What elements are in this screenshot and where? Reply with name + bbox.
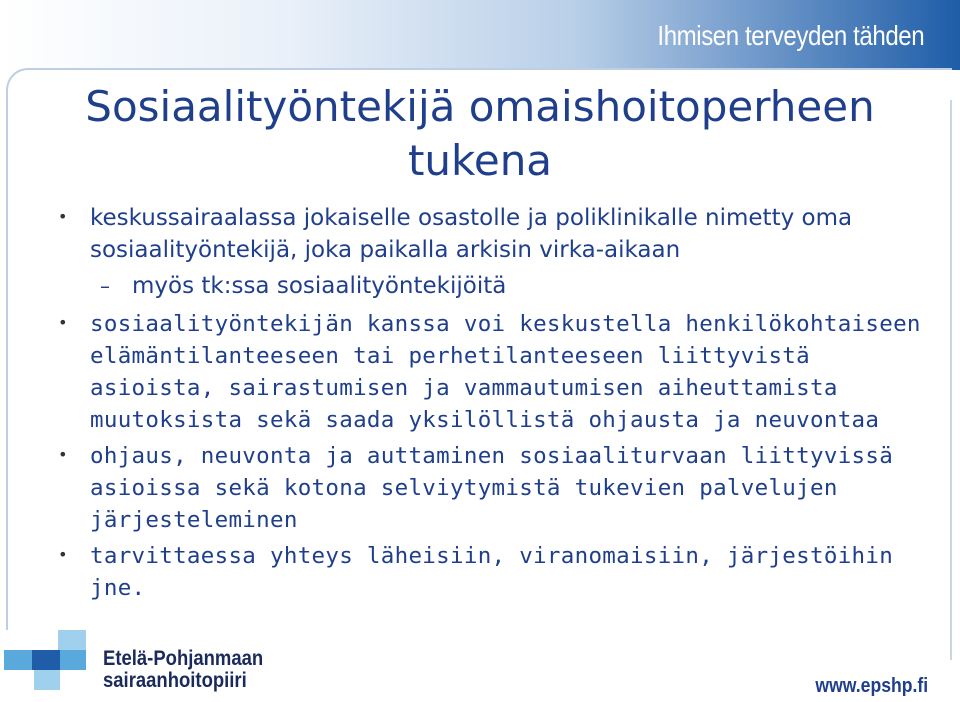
logo-square-left (4, 650, 32, 670)
logo-square-center (32, 650, 60, 670)
list-item (56, 308, 936, 436)
list-item-text: ohjaus, neuvonta ja auttaminen sosiaaliturvaan liittyvissä asioissa sekä kotona selviytymistä tukevien palvelujen järjesteleminen (90, 443, 894, 533)
slide-title: Sosiaalityöntekijä omaishoitoperheen tukena (85, 82, 875, 185)
list-item-text: keskussairaalassa jokaiselle osastolle ja poliklinikalle nimetty oma sosiaalityöntekijä, joka paikalla arkisin virka-aikaan (90, 205, 853, 263)
org-name-line1: Etelä-Pohjanmaan (103, 647, 264, 670)
website-url: www.epshp.fi (815, 675, 928, 697)
org-name-line2: sairaanhoitopiiri (103, 669, 247, 692)
frame-right-edge (950, 100, 952, 660)
logo-square-bottom (34, 670, 60, 690)
bullet-marker: • (58, 313, 68, 332)
list-item-text: myös tk:ssa sosiaalityöntekijöitä (132, 273, 507, 299)
list-item-text: sosiaalityöntekijän kanssa voi keskustella henkilökohtaiseen elämäntilanteeseen tai perhetilanteeseen liittyvistä asioista, sairastumisen ja vammautumisen aiheuttamista muutoksista sekä saada yksilöllistä ohjausta ja neuvontaa (90, 311, 921, 433)
cross-logo-icon (4, 628, 100, 692)
bullet-marker: • (58, 545, 68, 564)
dash-marker: – (100, 274, 110, 298)
organization-name (103, 648, 263, 692)
bullet-marker: • (58, 207, 68, 226)
list-item (56, 440, 936, 536)
logo-square-right (60, 650, 86, 670)
tagline: Ihmisen terveyden tähden (657, 20, 924, 51)
list-item (56, 202, 936, 266)
list-item-text: tarvittaessa yhteys läheisiin, viranomaisiin, järjestöihin jne. (90, 543, 894, 601)
bullet-marker: • (58, 445, 68, 464)
top-banner (0, 0, 960, 70)
logo-square-top (58, 630, 86, 650)
list-item (56, 270, 936, 302)
list-item (56, 540, 936, 604)
bullet-list (56, 202, 936, 608)
